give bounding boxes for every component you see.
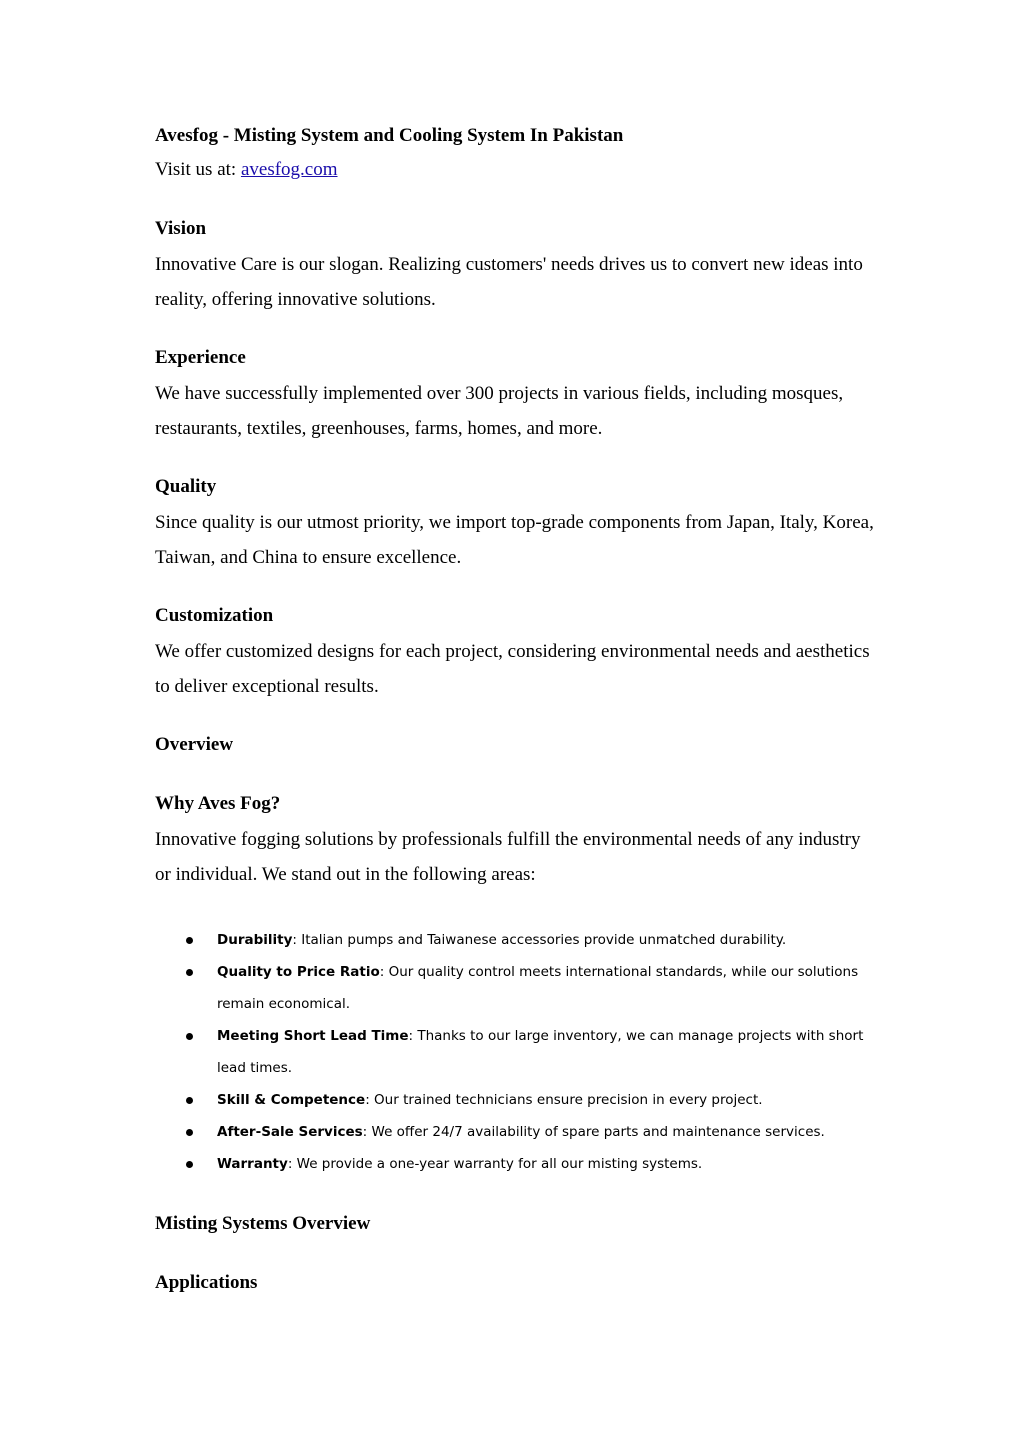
visit-line [155,152,875,188]
bullet-icon [186,1097,193,1104]
bullet-text: : Thanks to our large inventory, we can manage projects with short lead times. [217,1028,864,1076]
section-why [155,786,875,892]
section-quality [155,469,875,575]
list-item [155,1116,875,1148]
list-item [155,956,875,1020]
bullet-term: Durability [217,932,293,948]
applications-heading: Applications [155,1272,258,1293]
section-heading: Why Aves Fog? [155,793,281,814]
bullet-term: Meeting Short Lead Time [217,1028,409,1044]
bullet-text: : We provide a one-year warranty for all our misting systems. [287,1156,703,1172]
bullet-icon [186,1161,193,1168]
section-heading: Customization [155,605,274,626]
bullet-icon [186,1033,193,1040]
bullet-icon [186,937,193,944]
advantages-list [155,924,875,1180]
list-item [155,1084,875,1116]
section-body: Since quality is our utmost priority, we import top-grade components from Japan, Italy, Korea, Taiwan, and China to ensure excellence. [155,512,874,568]
document-page [155,120,875,1301]
list-item [155,924,875,956]
bullet-text: : Italian pumps and Taiwanese accessories provide unmatched durability. [292,932,787,948]
bullet-text: : Our quality control meets international standards, while our solutions remain economical. [217,964,859,1012]
section-vision [155,211,875,317]
section-customization [155,598,875,704]
visit-prefix: Visit us at: [155,159,241,180]
section-experience [155,340,875,446]
section-heading: Vision [155,218,207,239]
section-body: Innovative fogging solutions by professionals fulfill the environmental needs of any industry or individual. We stand out in the following areas: [155,829,861,885]
section-body: We have successfully implemented over 300 projects in various fields, including mosques, restaurants, textiles, greenhouses, farms, homes, and more. [155,383,844,439]
bullet-icon [186,969,193,976]
list-item [155,1148,875,1180]
bullet-text: : We offer 24/7 availability of spare parts and maintenance services. [362,1124,825,1140]
misting-overview-heading: Misting Systems Overview [155,1213,371,1234]
overview-heading: Overview [155,734,234,755]
bullet-term: After-Sale Services [217,1124,363,1140]
section-heading: Experience [155,347,246,368]
website-link[interactable]: avesfog.com [240,159,338,180]
bullet-term: Quality to Price Ratio [217,964,380,980]
bullet-term: Warranty [217,1156,288,1172]
bullet-text: : Our trained technicians ensure precision in every project. [365,1092,763,1108]
section-body: Innovative Care is our slogan. Realizing customers' needs drives us to convert new ideas into reality, offering innovative solutions. [155,254,863,310]
section-heading: Quality [155,476,217,497]
section-body: We offer customized designs for each project, considering environmental needs and aesthetics to deliver exceptional results. [155,641,870,697]
list-item [155,1020,875,1084]
document-title: Avesfog - Misting System and Cooling System In Pakistan [155,125,624,146]
bullet-icon [186,1129,193,1136]
bullet-term: Skill & Competence [217,1092,366,1108]
